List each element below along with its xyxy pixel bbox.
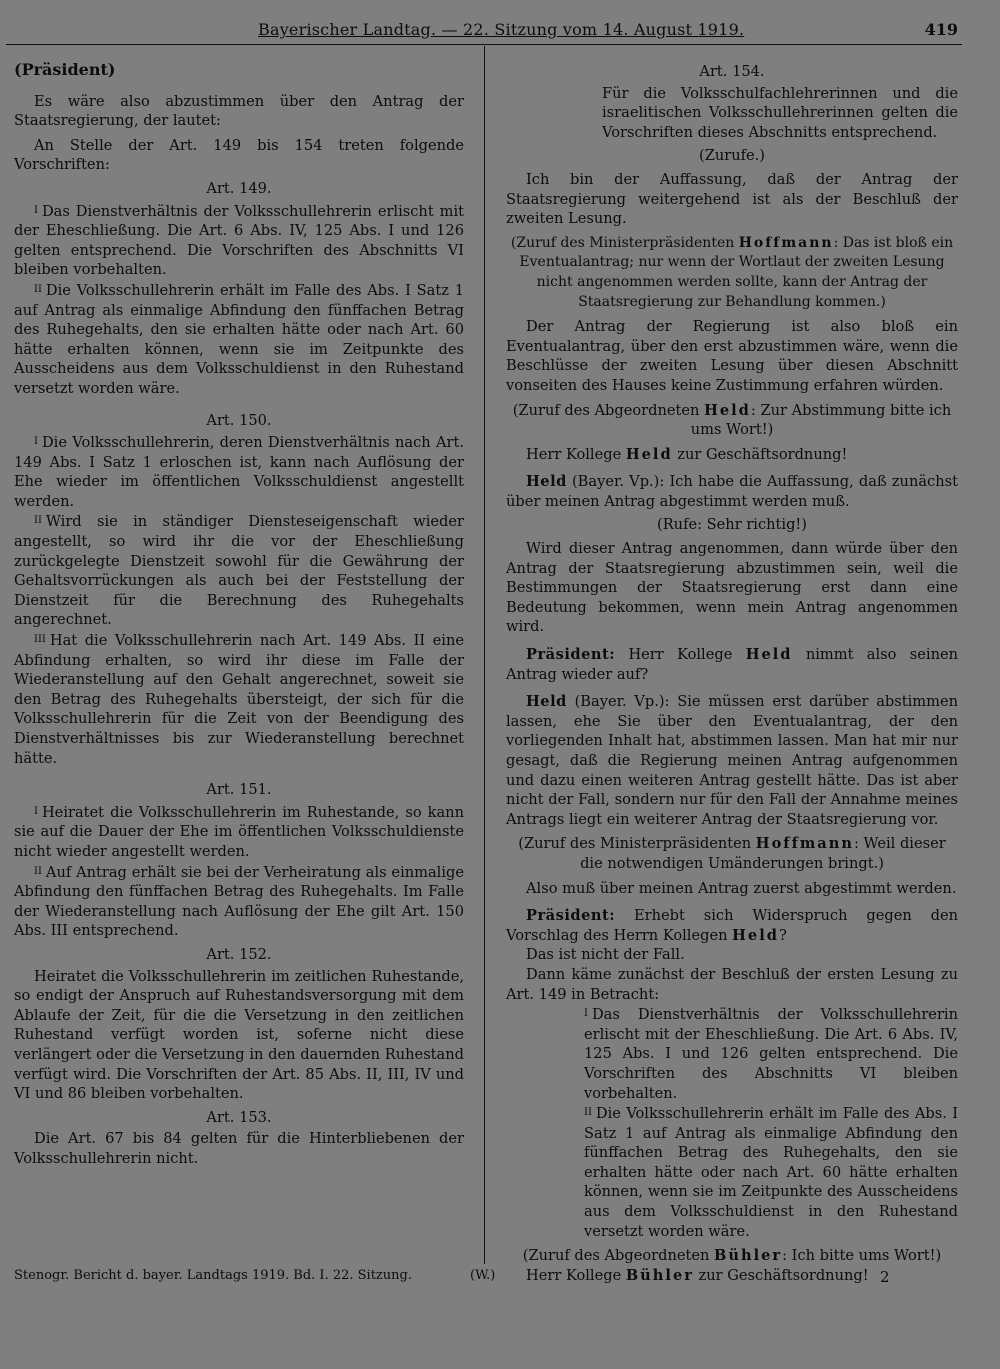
paragraph: An Stelle der Art. 149 bis 154 treten folgende Vorschriften: <box>14 136 464 174</box>
article-text: Für die Volksschulfachlehrerinnen und die israelitischen Volksschullehrerinnen gelten die Vorschriften dieses Abschnitts entsprechend. <box>602 84 958 141</box>
quoted-section: $^I$ Das Dienstverhältnis der Volksschullehrerin erlischt mit der Eheschließung. Die Art. 6 Abs. IV, 125 Abs. I und 126 gelten entsprechend. Die Vorschriften des Abschnitts VI bleiben vorbehalten. <box>584 1006 958 1102</box>
speech: Held (Bayer. Vp.): Sie müssen erst darüber abstimmen lassen, ehe Sie über den Eventualantrag, der den vorliegenden Inhalt hat, abstimmen lassen. Man hat mir nur gesagt, daß die Regierung meinen Antrag aufgenommen und dazu einen weiteren Antrag gestellt hätte. Das ist aber nicht der Fall, sondern nur für den Fall der Annahme meines Antrags liegt ein weiterer Antrag der Staatsregierung vor. <box>506 693 958 828</box>
paragraph: Dann käme zunächst der Beschluß der ersten Lesung zu Art. 149 in Betracht: <box>506 965 958 1003</box>
section-label: II <box>34 515 42 527</box>
paragraph: Herr Kollege Held zur Geschäftsordnung! <box>526 445 848 463</box>
article-heading: Art. 149. <box>206 179 272 197</box>
running-title: Bayerischer Landtag. — 22. Sitzung vom 14. August 1919. <box>258 20 745 39</box>
speaker-name: Hoffmann <box>738 234 834 251</box>
page-number: 419 <box>924 20 958 39</box>
article-section <box>14 862 464 941</box>
section-text: Heiratet die Volksschullehrerin im Ruhestande, so kann sie auf die Dauer der Ehe im öffentlichen Volksschuldienste nicht wieder angestellt werden. <box>14 803 464 860</box>
right-column <box>506 60 958 1285</box>
article-heading: Art. 153. <box>206 1108 272 1126</box>
header-rule <box>6 44 962 45</box>
paragraph: Ich bin der Auffassung, daß der Antrag der Staatsregierung weitergehend ist als der Beschluß der zweiten Lesung. <box>506 170 958 228</box>
footer-source: Stenogr. Bericht d. bayer. Landtags 1919. Bd. I. 22. Sitzung. <box>14 1268 412 1283</box>
article-heading: Art. 150. <box>206 411 272 429</box>
article-section <box>14 432 464 511</box>
speaker-heading: (Präsident) <box>14 60 116 79</box>
article-heading: Art. 154. <box>699 63 765 80</box>
paragraph: Es wäre also abzustimmen über den Antrag der Staatsregierung, der lautet: <box>14 92 464 130</box>
interjection: (Zuruf des Abgeordneten Held: Zur Abstimmung bitte ich ums Wort!) <box>512 401 952 439</box>
paragraph: Herr Kollege Bühler zur Geschäftsordnung! <box>526 1266 869 1284</box>
left-column <box>14 60 464 1168</box>
section-label: I <box>34 436 38 448</box>
article-section <box>14 802 464 862</box>
interjection: (Rufe: Sehr richtig!) <box>657 516 807 534</box>
speech: Präsident: Herr Kollege Held nimmt also seinen Antrag wieder auf? <box>506 646 958 683</box>
interjection: (Zuruf des Ministerpräsidenten Hoffmann: Weil dieser die notwendigen Umänderungen bringt.) <box>518 835 946 872</box>
speaker-name: Präsident: <box>526 646 616 664</box>
article-section <box>14 201 464 280</box>
article-text: Heiratet die Volksschullehrerin im zeitlichen Ruhestande, so endigt der Anspruch auf Ruhestandsversorgung mit dem Ablaufe der Zeit, für die die Versetzung in den zeitlichen Ruhestand verfügt worden ist, soferne nicht diese verlängert oder die Versetzung in den dauernden Ruhestand verfügt wird. Die Vorschriften der Art. 85 Abs. II, III, IV und VI und 86 bleiben vorbehalten. <box>14 967 464 1103</box>
footer-mark: (W.) <box>470 1268 496 1283</box>
paragraph: Das ist nicht der Fall. <box>526 946 685 964</box>
sheet-signature: 2 <box>880 1268 890 1286</box>
article-section <box>14 280 464 399</box>
section-label: II <box>34 283 42 295</box>
speaker-name: Held <box>704 401 751 419</box>
speaker-name: Held <box>526 693 567 711</box>
section-text: Hat die Volksschullehrerin nach Art. 149 Abs. II eine Abfindung erhalten, so wird ihr diese im Falle der Wiederanstellung auf den Gehalt angerechnet, soweit sie den Betrag des Ruhegehalts übersteigt, der sich für die Volksschullehrerin für die Zeit von der Beendigung des Dienstverhältnisses bis zur Wiederanstellung berechnet hätte. <box>14 632 464 767</box>
article-section <box>14 630 464 768</box>
article-heading: Art. 151. <box>206 781 272 799</box>
paragraph: Wird dieser Antrag angenommen, dann würde über den Antrag der Staatsregierung abzustimmen sein, weil die Bestimmungen der Staatsregierung erst dann eine Bedeutung bekommen, wenn mein Antrag angenommen wird. <box>506 540 958 636</box>
paragraph: Also muß über meinen Antrag zuerst abgestimmt werden. <box>526 879 957 897</box>
quoted-section: $^{II}$ Die Volksschullehrerin erhält im Falle des Abs. I Satz 1 auf Antrag als einmalige Abfindung den fünffachen Betrag des Ruhegehalts, den sie erhalten hätte oder nach Art. 60 hätte erhalten können, wenn sie im Zeitpunkte des Ausscheidens aus dem Volksschuldienst in den Ruhestand versetzt worden wäre. <box>584 1105 958 1240</box>
section-text: Wird sie in ständiger Diensteseigenschaft wieder angestellt, so wird ihr die vor der Eheschließung zurückgelegte Dienstzeit sowohl für die Gewährung der Gehaltsvorrückungen als auch bei der Feststellung der Dienstzeit für die Berechnung des Ruhegehalts angerechnet. <box>14 513 464 629</box>
page-header <box>0 18 1000 44</box>
interjection: (Zuruf des Ministerpräsidenten Hoffmann: Das ist bloß ein Eventualantrag; nur wenn der Wortlaut der zweiten Lesung nicht angenommen werden sollte, kann der Antrag der Staatsregierung zur Behandlung kommen.) <box>510 234 954 310</box>
section-label: II <box>34 865 42 877</box>
interjection: (Zurufe.) <box>699 147 765 165</box>
interjection: (Zuruf des Abgeordneten Bühler: Ich bitte ums Wort!) <box>522 1247 942 1265</box>
speaker-name: Held <box>526 473 567 491</box>
section-text: Die Volksschullehrerin erhält im Falle des Abs. I Satz 1 auf Antrag als einmalige Abfindung den fünffachen Betrag des Ruhegehalts, den sie erhalten hätte oder nach Art. 60 hätte erhalten können, wenn sie im Zeitpunkte des Ausscheidens aus dem Volksschuldienst in den Ruhestand versetzt worden wäre. <box>14 281 464 397</box>
section-label: I <box>34 805 38 817</box>
section-label: III <box>34 634 46 646</box>
speaker-name: Präsident: <box>526 907 616 925</box>
section-text: Das Dienstverhältnis der Volksschullehrerin erlischt mit der Eheschließung. Die Art. 6 Abs. IV, 125 Abs. I und 126 gelten entsprechend. Die Vorschriften des Abschnitts VI bleiben vorbehalten. <box>14 202 464 279</box>
column-divider <box>484 46 485 1264</box>
section-text: Auf Antrag erhält sie bei der Verheiratung als einmalige Abfindung den fünffachen Betrag des Ruhegehalts. Im Falle der Wiederanstellung nach Auflösung der Ehe gilt Art. 150 Abs. III entsprechend. <box>14 863 464 940</box>
paragraph: Der Antrag der Regierung ist also bloß ein Eventualantrag, über den erst abzustimmen wäre, wenn die Beschlüsse der zweiten Lesung über diesen Abschnitt vonseiten des Hauses keine Zustimmung erfahren würden. <box>506 318 958 394</box>
speech: Präsident: Erhebt sich Widerspruch gegen den Vorschlag des Herrn Kollegen Held? <box>506 907 958 944</box>
article-text: Die Art. 67 bis 84 gelten für die Hinterbliebenen der Volksschullehrerin nicht. <box>14 1130 464 1167</box>
article-heading: Art. 152. <box>206 945 272 963</box>
speech: Held (Bayer. Vp.): Ich habe die Auffassung, daß zunächst über meinen Antrag abgestimmt werden muß. <box>506 473 958 510</box>
article-section <box>14 511 464 630</box>
section-label: I <box>34 204 38 216</box>
section-text: Die Volksschullehrerin, deren Dienstverhältnis nach Art. 149 Abs. I Satz 1 erloschen ist, kann nach Auflösung der Ehe wieder im öffentlichen Volksschuldienst angestellt werden. <box>14 434 464 510</box>
